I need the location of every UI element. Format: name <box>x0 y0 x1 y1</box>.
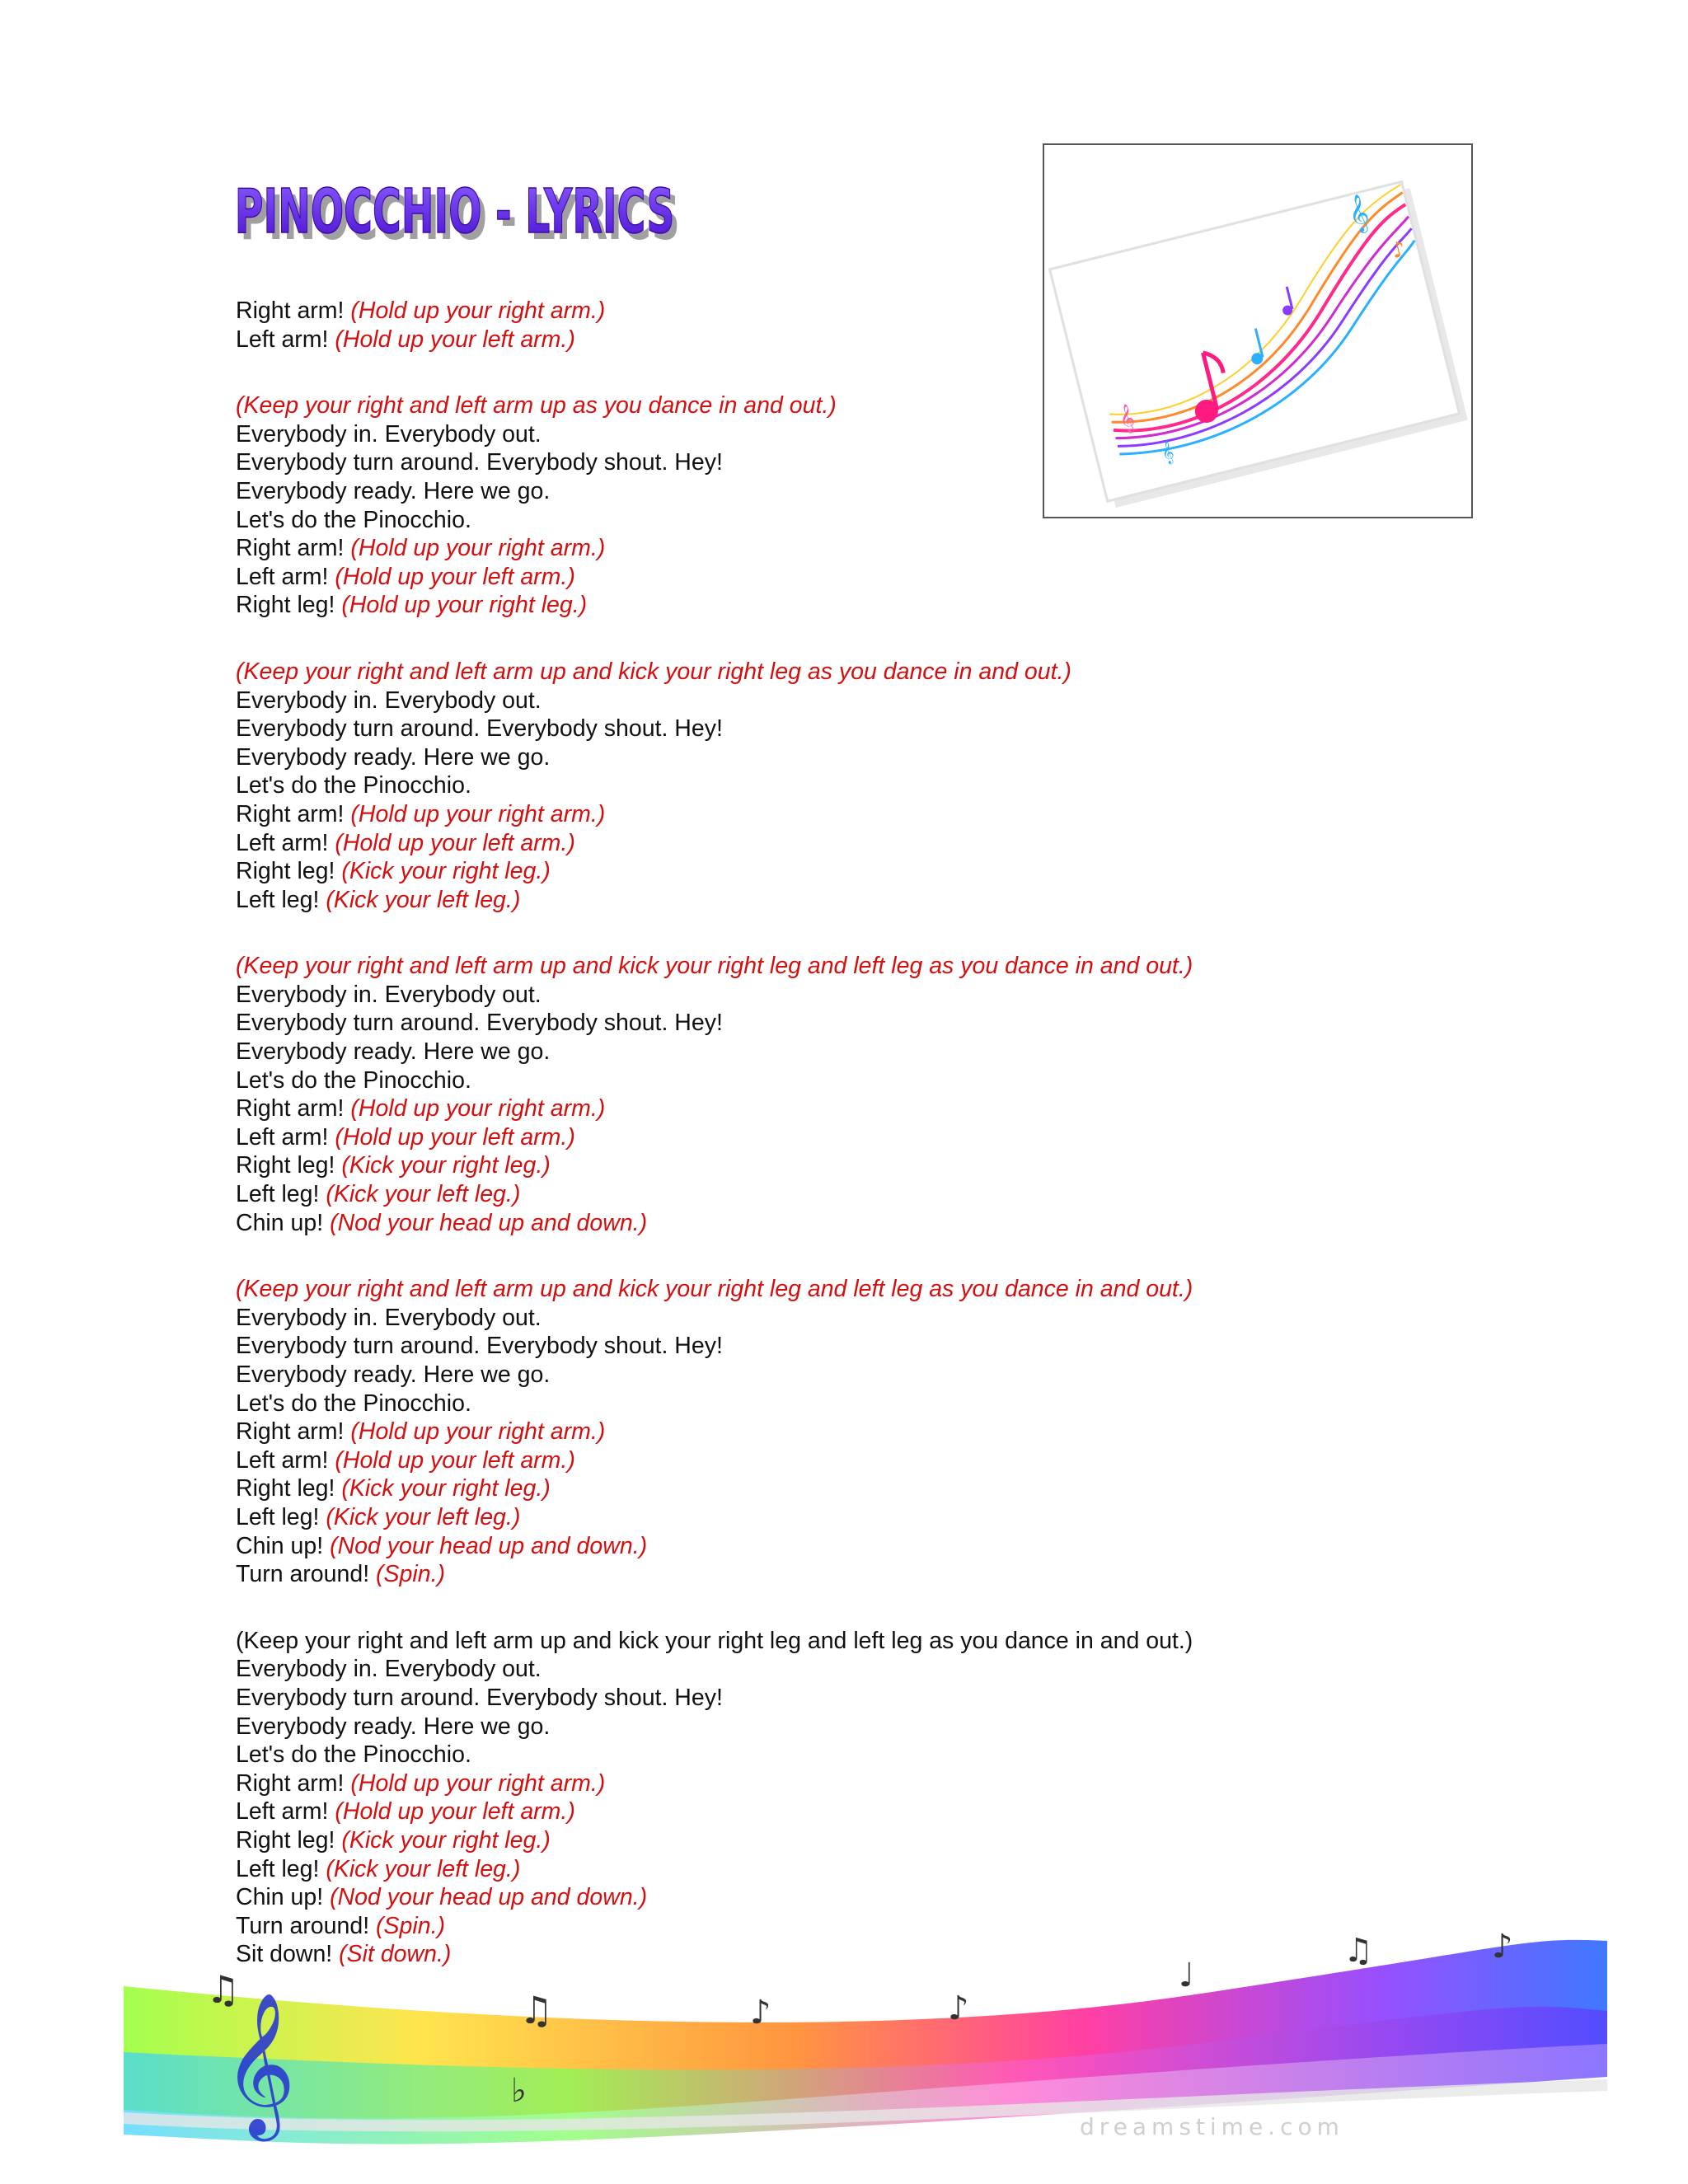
action-cue: (Keep your right and left arm up and kick your right leg and left leg as you dance in and out.) <box>236 1276 1193 1303</box>
footer-watermark: dreamstime.com <box>1080 2113 1344 2140</box>
lyric-text: Left leg! <box>236 1181 326 1208</box>
lyric-line <box>236 1684 1472 1713</box>
lyric-line <box>236 477 1472 506</box>
lyric-line <box>236 800 1472 829</box>
lyric-text: Right arm! <box>236 1769 351 1797</box>
lyric-text: Right leg! <box>236 1152 342 1179</box>
lyric-line <box>236 1655 1472 1684</box>
lyric-text: Let's do the Pinocchio. <box>236 1741 471 1769</box>
lyric-line <box>236 506 1472 535</box>
lyric-text: Right leg! <box>236 858 342 885</box>
lyric-text: Sit down! <box>236 1941 340 1968</box>
svg-text:♪: ♪ <box>948 1990 969 2027</box>
action-cue: (Spin.) <box>376 1912 445 1939</box>
action-cue: (Hold up your left arm.) <box>335 1446 575 1474</box>
svg-text:𝄞: 𝄞 <box>1159 439 1176 466</box>
lyric-line <box>236 1066 1472 1095</box>
action-cue: (Hold up your left arm.) <box>335 1798 575 1825</box>
lyric-line <box>236 326 1472 354</box>
title-text: PINOCCHIO - LYRICS <box>234 176 675 247</box>
action-cue: (Sit down.) <box>339 1941 452 1968</box>
lyric-text: Let's do the Pinocchio. <box>236 1066 471 1094</box>
lyric-line <box>236 952 1472 981</box>
action-cue: (Hold up your right arm.) <box>350 1418 606 1446</box>
lyric-text: Everybody turn around. Everybody shout. Hey! <box>236 1333 723 1360</box>
lyric-line <box>236 1713 1472 1741</box>
rainbow-music-wave-banner <box>124 1929 1607 2151</box>
action-cue: (Keep your right and left arm up and kick your right leg and left leg as you dance in and out.) <box>236 953 1193 980</box>
lyric-line <box>236 687 1472 715</box>
lyric-text: Everybody ready. Here we go. <box>236 1713 551 1740</box>
lyric-line <box>236 658 1472 687</box>
lyric-text: Let's do the Pinocchio. <box>236 772 471 799</box>
lyric-text: (Keep your right and left arm up and kick your right leg and left leg as you dance in and out.) <box>236 1627 1193 1654</box>
lyric-line <box>236 1797 1472 1826</box>
lyric-text: Let's do the Pinocchio. <box>236 1390 471 1417</box>
action-cue: (Kick your left leg.) <box>326 1181 521 1208</box>
lyric-line <box>236 1094 1472 1123</box>
lyric-text: Left arm! <box>236 1798 335 1825</box>
lyric-text: Everybody in. Everybody out. <box>236 1656 542 1683</box>
action-cue: (Hold up your right arm.) <box>350 1095 606 1122</box>
action-cue: (Keep your right and left arm up and kick your right leg as you dance in and out.) <box>236 658 1071 685</box>
lyric-text: Everybody ready. Here we go. <box>236 477 551 504</box>
lyric-line <box>236 1332 1472 1361</box>
lyrics-stanza <box>236 297 1472 354</box>
lyric-line <box>236 420 1472 449</box>
lyric-text: Everybody ready. Here we go. <box>236 1038 551 1066</box>
lyric-text: Right leg! <box>236 1826 342 1854</box>
lyric-text: Everybody turn around. Everybody shout. Hey! <box>236 715 723 743</box>
lyric-line <box>236 1151 1472 1180</box>
lyric-line <box>236 391 1472 420</box>
lyric-line <box>236 1474 1472 1503</box>
lyric-text: Left arm! <box>236 563 335 590</box>
lyric-text: Chin up! <box>236 1532 331 1559</box>
lyric-text: Right arm! <box>236 535 351 562</box>
action-cue: (Kick your right leg.) <box>341 858 551 885</box>
svg-text:♭: ♭ <box>511 2072 527 2110</box>
lyrics-stanza <box>236 1275 1472 1589</box>
svg-text:♫: ♫ <box>1343 1932 1373 1970</box>
lyric-text: Everybody turn around. Everybody shout. Hey! <box>236 1010 723 1037</box>
lyric-line <box>236 771 1472 800</box>
lyric-line <box>236 1627 1472 1656</box>
action-cue: (Nod your head up and down.) <box>330 1884 648 1911</box>
lyric-line <box>236 1123 1472 1152</box>
lyric-line <box>236 1855 1472 1884</box>
action-cue: (Hold up your left arm.) <box>335 1123 575 1151</box>
action-cue: (Nod your head up and down.) <box>330 1209 648 1236</box>
lyric-line <box>236 829 1472 858</box>
action-cue: (Hold up your right arm.) <box>350 298 606 324</box>
lyric-line <box>236 1560 1472 1589</box>
lyric-text: Everybody in. Everybody out. <box>236 981 542 1008</box>
lyric-line <box>236 448 1472 477</box>
lyric-text: Left leg! <box>236 1855 326 1882</box>
svg-text:♪: ♪ <box>750 1994 771 2032</box>
lyric-text: Let's do the Pinocchio. <box>236 506 471 533</box>
lyric-text: Everybody turn around. Everybody shout. Hey! <box>236 449 723 476</box>
title-shadow: PINOCCHIO - LYRICS <box>240 182 680 254</box>
action-cue: (Nod your head up and down.) <box>330 1532 648 1559</box>
action-cue: (Hold up your right arm.) <box>350 800 606 827</box>
lyric-line <box>236 1304 1472 1333</box>
lyric-line <box>236 981 1472 1010</box>
lyric-line <box>236 1390 1472 1418</box>
lyrics-body <box>236 297 1472 2007</box>
lyric-line <box>236 1446 1472 1475</box>
svg-text:♪: ♪ <box>1492 1929 1513 1966</box>
lyrics-stanza <box>236 658 1472 914</box>
lyric-line <box>236 1741 1472 1769</box>
lyric-line <box>236 1180 1472 1209</box>
lyric-text: Right arm! <box>236 1095 351 1122</box>
action-cue: (Hold up your right arm.) <box>350 535 606 562</box>
lyric-line <box>236 1418 1472 1446</box>
lyric-text: Chin up! <box>236 1209 331 1236</box>
action-cue: (Keep your right and left arm up as you dance in and out.) <box>236 392 837 419</box>
lyric-line <box>236 857 1472 886</box>
lyric-text: Left arm! <box>236 1446 335 1474</box>
lyric-text: Everybody in. Everybody out. <box>236 687 542 714</box>
svg-text:𝄞: 𝄞 <box>1344 193 1373 235</box>
lyric-line <box>236 1883 1472 1912</box>
action-cue: (Hold up your left arm.) <box>335 563 575 590</box>
action-cue: (Hold up your right leg.) <box>341 592 588 619</box>
svg-text:♪: ♪ <box>1389 237 1409 265</box>
lyric-text: Everybody in. Everybody out. <box>236 420 542 448</box>
lyric-line <box>236 743 1472 772</box>
lyric-text: Right leg! <box>236 1475 342 1502</box>
lyric-text: Turn around! <box>236 1912 377 1939</box>
lyric-line <box>236 1503 1472 1532</box>
lyric-line <box>236 1826 1472 1855</box>
lyric-text: Everybody in. Everybody out. <box>236 1304 542 1331</box>
lyric-text: Left arm! <box>236 829 335 856</box>
lyrics-stanza <box>236 1627 1472 1969</box>
svg-text:♫: ♫ <box>206 1967 241 2012</box>
action-cue: (Hold up your left arm.) <box>335 326 575 353</box>
lyric-text: Everybody ready. Here we go. <box>236 1361 551 1388</box>
lyric-line <box>236 886 1472 915</box>
lyric-text: Left arm! <box>236 1123 335 1151</box>
lyric-text: Left leg! <box>236 1503 326 1530</box>
lyric-text: Everybody turn around. Everybody shout. Hey! <box>236 1684 723 1711</box>
lyric-line <box>236 1209 1472 1238</box>
lyric-line <box>236 563 1472 592</box>
lyric-line <box>236 1275 1472 1304</box>
lyric-text: Turn around! <box>236 1561 377 1588</box>
lyric-line <box>236 1009 1472 1038</box>
lyric-line <box>236 534 1472 563</box>
lyrics-stanza <box>236 952 1472 1237</box>
action-cue: (Kick your right leg.) <box>341 1152 551 1179</box>
lyric-text: Right arm! <box>236 1418 351 1446</box>
lyric-line <box>236 1361 1472 1390</box>
action-cue: (Hold up your right arm.) <box>350 1769 606 1797</box>
lyric-text: Right leg! <box>236 592 342 619</box>
lyric-line <box>236 591 1472 620</box>
lyric-text: Right arm! <box>236 298 351 324</box>
action-cue: (Kick your left leg.) <box>326 886 521 913</box>
action-cue: (Kick your left leg.) <box>326 1503 521 1530</box>
lyric-line <box>236 297 1472 326</box>
svg-text:♫: ♫ <box>519 1988 554 2032</box>
lyric-text: Left leg! <box>236 886 326 913</box>
lyric-text: Chin up! <box>236 1884 331 1911</box>
action-cue: (Hold up your left arm.) <box>335 829 575 856</box>
lyrics-stanza <box>236 391 1472 620</box>
svg-text:𝄞: 𝄞 <box>1116 403 1137 435</box>
lyric-text: Left arm! <box>236 326 335 353</box>
svg-text:♩: ♩ <box>1179 1957 1194 1994</box>
lyric-text: Everybody ready. Here we go. <box>236 743 551 771</box>
lyric-line <box>236 1769 1472 1798</box>
action-cue: (Kick your right leg.) <box>341 1475 551 1502</box>
action-cue: (Kick your left leg.) <box>326 1855 521 1882</box>
lyric-text: Right arm! <box>236 800 351 827</box>
action-cue: (Kick your right leg.) <box>341 1826 551 1854</box>
page-title <box>232 153 694 260</box>
lyric-line <box>236 715 1472 743</box>
action-cue: (Spin.) <box>376 1561 445 1588</box>
svg-text:𝄞: 𝄞 <box>223 1992 296 2135</box>
lyric-line <box>236 1532 1472 1561</box>
lyric-line <box>236 1038 1472 1066</box>
